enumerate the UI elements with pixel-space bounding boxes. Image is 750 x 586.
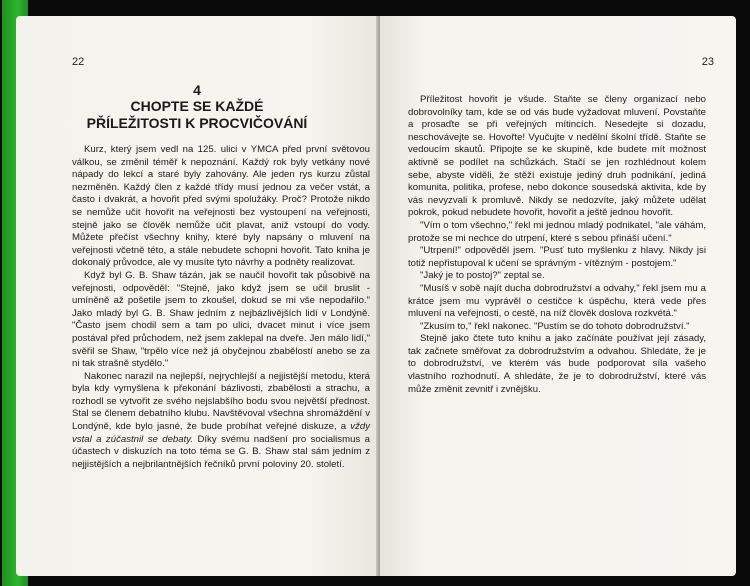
left-page [16, 16, 378, 576]
chapter-title [16, 98, 378, 132]
paragraph [72, 371, 370, 472]
paragraph: "Jaký je to postoj?" zeptal se. [420, 270, 545, 282]
right-page-body [408, 94, 706, 396]
chapter-title-line: PŘÍLEŽITOSTI K PROCVIČOVÁNÍ [86, 115, 308, 131]
paragraph: Když byl G. B. Shaw tázán, jak se naučil hovořit tak působivě na veřejnosti, odpověděl: "Stejně, jako když jsem se učil bruslit - umíněně až pošetile jsem to zkoušel, dokud se mi vše nepodařilo." Jako mladý byl G. B. Shaw jedním z nejbázlivějších lidí v Londýně. "Často jsem chodil sem a tam po ulici, dvacet minut i více jsem postával před průchodem, než jsem zaklepal na dveře. Jen málo lidí," svěřil se Shaw, "trpělo více než já obyčejnou zbabělostí anebo se za ni tak strašně stydělo." [72, 269, 370, 370]
paragraph: Stejně jako čtete tuto knihu a jako začínáte používat její zásady, tak začnete směřovat za dobrodružstvím a odvahou. Shledáte, že je to dobrodružství, ve kterém vás bude podporovat síla vašeho vlastního rozhodnutí. A shledáte, že je to dobrodružství, které vás může změnit zevnitř i zvnějšku. [408, 333, 706, 395]
right-page [380, 16, 736, 576]
left-page-number: 22 [72, 56, 85, 68]
chapter-number: 4 [193, 82, 201, 98]
left-page-body [72, 144, 370, 471]
paragraph: "Utrpení!" odpověděl jsem. "Pusť tuto myšlenku z hlavy. Nikdy jsi totiž nepřistupoval k učení se správným - vítězným - postojem." [408, 245, 706, 269]
paragraph: "Zkusím to," řekl nakonec. "Pustím se do tohoto dobrodružství." [420, 320, 690, 332]
right-page-number: 23 [701, 56, 714, 68]
paragraph-text: Díky svému nadšení pro socialismus a účastech v diskuzích na toto téma se G. B. Shaw stal sám jedním z nejjistějších a nejbrilantnějších řečníků první poloviny 20. století. [72, 433, 370, 470]
paragraph: "Musíš v sobě najít ducha dobrodružství a odvahy," řekl jsem mu a krátce jsem mu vyprávěl o cestičce k úspěchu, která vede přes mluvení na veřejnosti, o cestě, na níž člověk doslova rozkvétá." [408, 282, 706, 320]
chapter-title-line: CHOPTE SE KAŽDÉ [130, 98, 264, 114]
paragraph-text: Nakonec narazil na nejlepší, nejrychlejší a nejjistější metodu, která byla kdy vymyšlena k překonání bázlivosti, zbabělosti a strachu, a rozhodl se vytvořit ze svého nejslabšího bodu svou největší přednost. Stal se členem debatního klubu. Navštěvoval všechna shromáždění v Londýně, kde bylo jasné, že bude probíhat veřejné diskuze, a [72, 370, 370, 433]
paragraph: "Vím o tom všechno," řekl mi jednou mladý podnikatel, "ale váhám, protože se mi nechce do utrpení, které s sebou přináší učení." [408, 219, 706, 244]
emphasized-text: vždy vstal a zúčastnil se debaty. [72, 421, 370, 445]
paragraph: Kurz, který jsem vedl na 125. ulici v YMCA před první světovou válkou, se změnil téměř k nepoznání. Každý rok byly vetkány nové nápady do lekcí a staré byly zahovány. Ale jeden rys kurzu zůstal nezměněn. Každý člen z každé třídy musí jednou za večer vstát, a často i dvakrát, a hovořit před svými spolužáky. Proč? Protože nikdo se nemůže učit hovořit na veřejnosti bez vystoupení na veřejnosti, stejně jako se člověk nemůže učit plavat, aniž vstoupí do vody. Můžete přečíst všechny knihy, které byly napsány o mluvení na veřejnosti včetně této, a stále nebudete schopni hovořit. Tato kniha je dokonalý průvodce, ale vy musíte tyto návrhy a podněty realizovat. [72, 144, 370, 269]
paragraph: Příležitost hovořit je všude. Staňte se členy organizací nebo dobrovolníky tam, kde se od vás bude vyžadovat mluvení. Povstaňte a prosaďte se při veřejných mítincích. Nesedejte si dozadu, neschovávejte se. Hovořte! Vyučujte v nedělní školní třídě. Staňte se vedoucím skautů. Připojte se ke skupině, kde budete mít možnost aktivně se podílet na schůzkách. Stačí se jen rozhlédnout kolem sebe, abyste viděli, že stěží existuje jediný druh podnikání, jediná komunita, politika, profese, nebo dokonce sousedská aktivita, kde by vás nevyzvali k promluvě. Nikdy se nedozvíte, jaký můžete udělat pokrok, pokud nebudete hovořit, hovořit a ještě jednou hovořit. [408, 94, 706, 219]
